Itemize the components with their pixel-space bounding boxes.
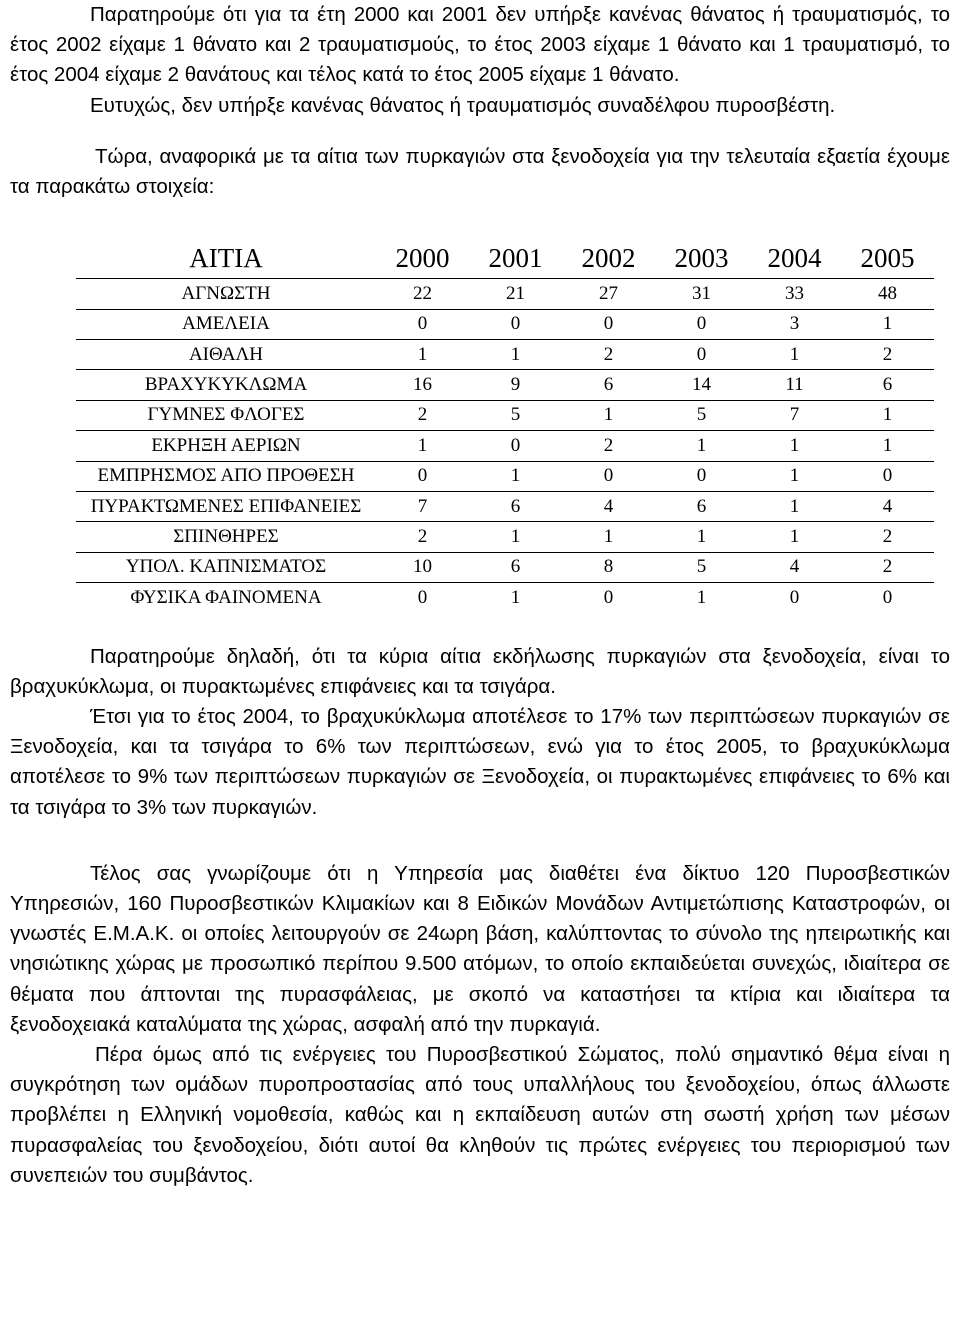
paragraph-fire-protection-teams: Πέρα όμως από τις ενέργειες του Πυροσβεστικού Σώματος, πολύ σημαντικό θέμα είναι η συγκρότηση των ομάδων πυροπροστασίας από τους υπαλλήλους του ξενοδοχείου, όπως άλλωστε προβλέπει η Ελληνική νομοθεσία, καθώς και η εκπαίδευση αυτών στη σωστή χρήση των μέσων πυρασφαλείας του ξενοδοχείου, διότι αυτοί θα κληθούν τις πρώτες ενέργειες του περιορισμού των συνεπειών του συμβάντος. [10,1042,950,1187]
count-cell: 8 [562,552,655,582]
header-year: 2003 [655,238,748,279]
count-cell: 0 [882,586,893,608]
count-cell: 4 [841,491,934,521]
count-cell: 0 [417,586,428,608]
paragraph-table-intro: Τώρα, αναφορικά με τα αίτια των πυρκαγιών στα ξενοδοχεία για την τελευταία εξαετία έχουμε τα παρακάτω στοιχεία: [10,144,950,199]
cause-cell: ΠΥΡΑΚΤΩΜΕΝΕΣ ΕΠΙΦΑΝΕΙΕΣ [76,491,376,521]
cause-cell: ΑΙΘΑΛΗ [76,340,376,370]
count-cell: 1 [748,340,841,370]
count-cell: 6 [841,370,934,400]
count-cell: 1 [748,461,841,491]
count-cell: 0 [562,461,655,491]
count-cell: 27 [562,279,655,309]
count-cell: 0 [469,309,562,339]
count-cell: 1 [562,522,655,552]
count-cell: 33 [748,279,841,309]
cause-cell: ΓΥΜΝΕΣ ΦΛΟΓΕΣ [76,400,376,430]
count-cell: 31 [655,279,748,309]
count-cell: 1 [841,400,934,430]
count-cell: 0 [603,586,614,608]
document-page [10,0,950,1191]
count-cell: 22 [376,279,469,309]
count-cell: 6 [469,491,562,521]
paragraph-percentages: Έτσι για το έτος 2004, το βραχυκύκλωμα αποτέλεσε το 17% των περιπτώσεων πυρκαγιών σε Ξενοδοχεία, και τα τσιγάρα το 6% των περιπτώσεων, ενώ για το έτος 2005, το βραχυκύκλωμα αποτέλεσε το 9% των περιπτώσεων πυρκαγιών σε Ξενοδοχεία, οι πυρακτωμένες επιφάνειες το 6% και τα τσιγάρα το 3% των πυρκαγιών. [10,704,950,819]
count-cell: 3 [748,309,841,339]
count-cell: 7 [376,491,469,521]
table-body [76,279,934,613]
count-cell: 2 [562,431,655,461]
count-cell: 6 [562,370,655,400]
count-cell: 6 [469,552,562,582]
count-cell: 1 [510,586,521,608]
count-cell: 10 [376,552,469,582]
count-cell: 1 [748,431,841,461]
count-cell: 2 [841,522,934,552]
count-cell: 0 [655,340,748,370]
count-cell: 2 [841,552,934,582]
count-cell: 0 [655,309,748,339]
cause-cell: ΣΠΙΝΘΗΡΕΣ [76,522,376,552]
cause-cell: ΒΡΑΧΥΚΥΚΛΩΜΑ [76,370,376,400]
paragraph-casualties: Παρατηρούμε ότι για τα έτη 2000 και 2001 δεν υπήρξε κανένας θάνατος ή τραυματισμός, το έτος 2002 είχαμε 1 θάνατο και 2 τραυματισμούς, το έτος 2003 είχαμε 1 θάνατο και 1 τραυματισμό, το έτος 2004 είχαμε 2 θανάτους και τέλος κατά το έτος 2005 είχαμε 1 θάνατο. [10,3,950,87]
cause-cell: ΑΓΝΩΣΤΗ [76,279,376,309]
header-year: 2000 [376,238,469,279]
count-cell: 6 [655,491,748,521]
count-cell: 1 [469,461,562,491]
count-cell: 2 [841,340,934,370]
fire-causes-table [76,238,934,612]
count-cell: 1 [469,340,562,370]
count-cell: 5 [469,400,562,430]
count-cell: 5 [655,552,748,582]
header-year: 2001 [469,238,562,279]
table-row [76,461,934,491]
count-cell: 0 [562,309,655,339]
count-cell: 5 [655,400,748,430]
count-cell: 1 [562,400,655,430]
count-cell: 1 [696,586,707,608]
cause-cell: ΕΚΡΗΞΗ ΑΕΡΙΩΝ [76,431,376,461]
count-cell: 1 [376,340,469,370]
table-row [76,552,934,582]
cause-cell: ΥΠΟΛ. ΚΑΠΝΙΣΜΑΤΟΣ [76,552,376,582]
paragraph-no-firefighter-casualties: Ευτυχώς, δεν υπήρξε κανένας θάνατος ή τραυματισμός συναδέλφου πυροσβέστη. [90,93,836,117]
count-cell: 1 [748,522,841,552]
cause-cell: ΕΜΠΡΗΣΜΟΣ ΑΠΟ ΠΡΟΘΕΣΗ [76,461,376,491]
count-cell: 1 [469,522,562,552]
count-cell: 4 [748,552,841,582]
count-cell: 1 [841,309,934,339]
table-row [76,491,934,521]
count-cell: 2 [376,400,469,430]
count-cell: 0 [789,586,800,608]
count-cell: 0 [376,309,469,339]
count-cell: 14 [655,370,748,400]
count-cell: 21 [469,279,562,309]
table-header-row [76,238,934,279]
count-cell: 1 [841,431,934,461]
cause-cell: ΦΥΣΙΚΑ ΦΑΙΝΟΜΕΝΑ [130,586,322,608]
header-year: 2004 [748,238,841,279]
count-cell: 16 [376,370,469,400]
count-cell: 0 [469,431,562,461]
count-cell: 1 [655,522,748,552]
table-row [76,340,934,370]
table-row [76,279,934,309]
count-cell: 1 [376,431,469,461]
header-year: 2002 [562,238,655,279]
paragraph-main-causes: Παρατηρούμε δηλαδή, ότι τα κύρια αίτια εκδήλωσης πυρκαγιών στα ξενοδοχεία, είναι το βραχυκύκλωμα, οι πυρακτωμένες επιφάνειες και τα τσιγάρα. [10,644,950,698]
table-row [76,583,934,613]
count-cell: 0 [376,461,469,491]
count-cell: 2 [562,340,655,370]
count-cell: 9 [469,370,562,400]
count-cell: 1 [655,431,748,461]
count-cell: 2 [376,522,469,552]
paragraph-fire-service-network: Τέλος σας γνωρίζουμε ότι η Υπηρεσία μας διαθέτει ένα δίκτυο 120 Πυροσβεστικών Υπηρεσιών, 160 Πυροσβεστικών Κλιμακίων και 8 Ειδικών Μονάδων Αντιμετώπισης Καταστροφών, οι γνωστές Ε.Μ.Α.Κ. οι οποίες λειτουργούν σε 24ωρη βάση, καλύπτοντας το σύνολο της ηπειρωτικής και νησιώτικης χώρας με προσωπικό περίπου 9.500 ατόμων, το οποίο εκπαιδεύεται συνεχώς, ιδιαίτερα σε θέματα που άπτονται της πυρασφάλειας, με σκοπό να καταστήσει τα κτίρια και ιδιαίτερα τα ξενοδοχειακά καταλύματα της χώρας, ασφαλή από την πυρκαγιά. [10,861,950,1036]
count-cell: 1 [748,491,841,521]
header-year: 2005 [841,238,934,279]
count-cell: 0 [841,461,934,491]
header-cause: ΑΙΤΙΑ [76,238,376,279]
cause-cell: ΑΜΕΛΕΙΑ [76,309,376,339]
table-row [76,400,934,430]
table-row [76,522,934,552]
table-row [76,309,934,339]
count-cell: 11 [748,370,841,400]
count-cell: 4 [562,491,655,521]
count-cell: 7 [748,400,841,430]
count-cell: 48 [841,279,934,309]
table-row [76,370,934,400]
count-cell: 0 [655,461,748,491]
table-row [76,431,934,461]
